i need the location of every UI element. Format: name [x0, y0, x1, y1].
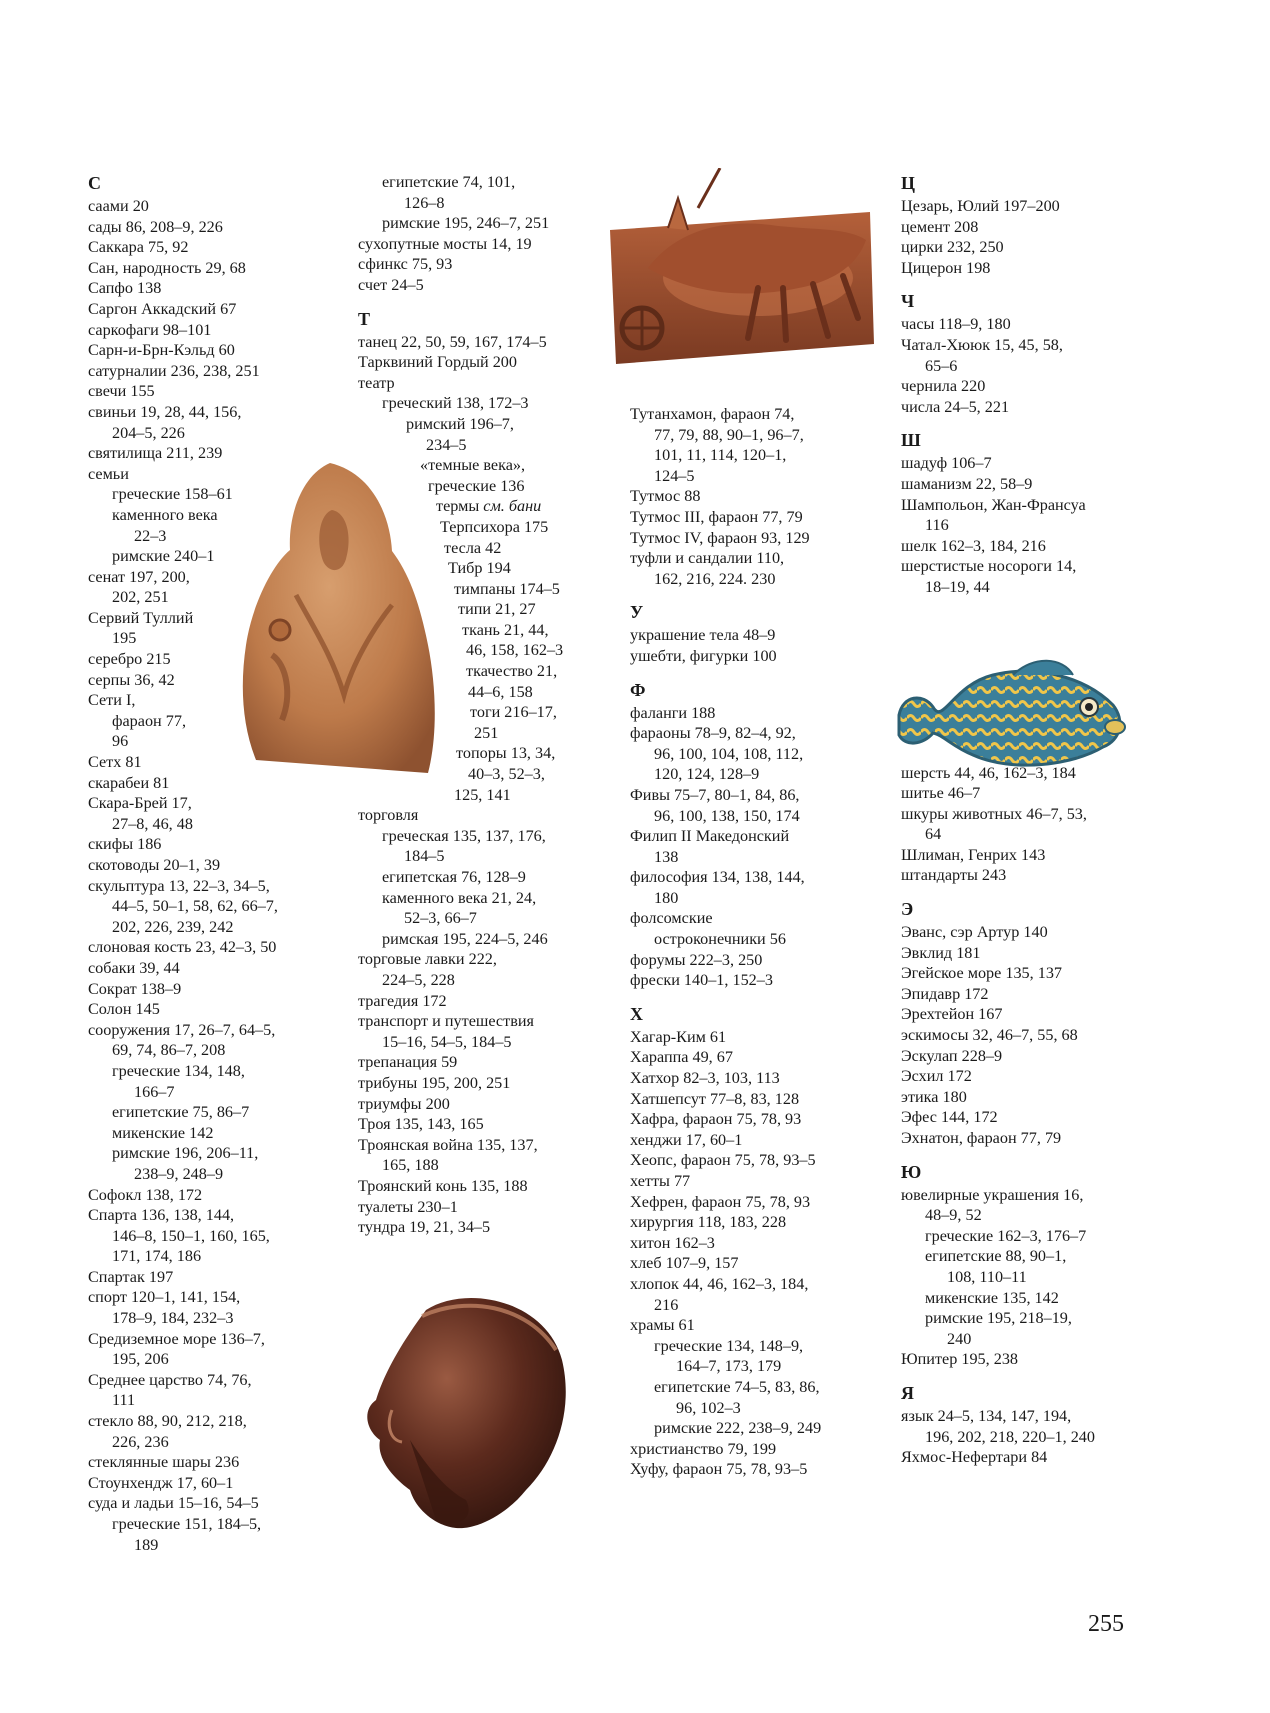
- index-entry: фолсомские: [630, 909, 713, 928]
- index-entry: 166–7: [134, 1082, 175, 1101]
- index-entry: фрески 140–1, 152–3: [630, 971, 773, 990]
- index-entry: Скара-Брей 17,: [88, 794, 192, 813]
- index-entry: штандарты 243: [901, 866, 1007, 885]
- letter-heading: Ц: [901, 173, 916, 193]
- index-entry: тоги 216–17,: [470, 703, 557, 722]
- index-entry: трепанация 59: [358, 1053, 458, 1072]
- index-entry: Софокл 138, 172: [88, 1185, 203, 1204]
- index-entry: тимпаны 174–5: [454, 579, 560, 598]
- index-entry: Солон 145: [88, 1000, 160, 1019]
- index-entry: 184–5: [404, 847, 445, 866]
- index-entry: суда и ладьи 15–16, 54–5: [88, 1494, 259, 1513]
- index-entry: стекло 88, 90, 212, 218,: [88, 1412, 247, 1431]
- index-entry: Хафра, фараон 75, 78, 93: [630, 1110, 802, 1129]
- index-entry: хитон 162–3: [630, 1233, 715, 1252]
- index-entry: 44–5, 50–1, 58, 62, 66–7,: [112, 897, 278, 916]
- letter-heading: Х: [630, 1003, 643, 1024]
- index-entry: 69, 74, 86–7, 208: [112, 1041, 226, 1060]
- index-entry: хирургия 118, 183, 228: [630, 1213, 787, 1232]
- index-entry: Хуфу, фараон 75, 78, 93–5: [630, 1460, 808, 1479]
- index-entry: хенджи 17, 60–1: [630, 1130, 743, 1149]
- index-entry: этика 180: [901, 1087, 967, 1106]
- index-entry: термы см. бани: [436, 497, 542, 516]
- index-entry: Юпитер 195, 238: [901, 1350, 1019, 1369]
- index-entry: 138: [654, 847, 679, 866]
- index-entry: 111: [112, 1391, 136, 1410]
- index-entry: 224–5, 228: [382, 970, 455, 989]
- index-entry: греческие 134, 148,: [112, 1061, 245, 1080]
- index-entry: Саккара 75, 92: [88, 238, 189, 257]
- index-column-3: [630, 404, 870, 1480]
- index-entry: 189: [134, 1535, 159, 1554]
- index-entry: Стоунхендж 17, 60–1: [88, 1473, 234, 1492]
- index-entry: 96: [112, 732, 129, 751]
- index-entry: Эрехтейон 167: [901, 1005, 1003, 1024]
- index-entry: сатурналии 236, 238, 251: [88, 361, 260, 380]
- index-entry: египетская 76, 128–9: [382, 868, 526, 886]
- index-entry: 44–6, 158: [468, 682, 533, 701]
- index-entry: римская 195, 224–5, 246: [382, 929, 548, 948]
- letter-heading: Ш: [901, 430, 921, 451]
- index-entry: Тибр 194: [448, 559, 511, 578]
- index-entry: Хагар-Ким 61: [630, 1027, 727, 1046]
- index-entry: ткачество 21,: [466, 662, 558, 681]
- index-column-4: [901, 172, 1141, 1468]
- index-entry: Сети I,: [88, 691, 136, 710]
- index-entry: Троянский конь 135, 188: [358, 1176, 528, 1195]
- index-entry: скотоводы 20–1, 39: [88, 856, 221, 874]
- index-entry: 48–9, 52: [925, 1206, 982, 1225]
- index-entry: шкуры животных 46–7, 53,: [901, 804, 1087, 823]
- index-entry: фараоны 78–9, 82–4, 92,: [630, 724, 796, 743]
- index-entry: римские 196, 206–11,: [112, 1144, 259, 1163]
- index-entry: Сапфо 138: [88, 279, 162, 298]
- index-entry: египетские 74–5, 83, 86,: [654, 1377, 820, 1396]
- index-entry: Эсхил 172: [901, 1067, 972, 1086]
- index-entry: стеклянные шары 236: [88, 1453, 240, 1472]
- index-entry: греческая 135, 137, 176,: [382, 826, 546, 845]
- index-entry: Саргон Аккадский 67: [88, 299, 237, 318]
- index-entry: серпы 36, 42: [88, 670, 175, 689]
- index-entry: 202, 226, 239, 242: [112, 917, 234, 936]
- index-entry: театр: [358, 373, 395, 392]
- index-entry: микенские 142: [112, 1123, 214, 1142]
- index-entry: 171, 174, 186: [112, 1247, 202, 1266]
- index-entry: сады 86, 208–9, 226: [88, 217, 223, 236]
- index-entry: Спартак 197: [88, 1267, 174, 1286]
- index-entry: святилища 211, 239: [88, 444, 223, 463]
- index-entry: Хатхор 82–3, 103, 113: [630, 1069, 780, 1088]
- letter-heading: Ф: [630, 679, 646, 700]
- index-entry: эскимосы 32, 46–7, 55, 68: [901, 1026, 1078, 1045]
- index-entry: греческие 162–3, 176–7: [925, 1226, 1087, 1245]
- index-entry: Тутмос 88: [630, 487, 701, 506]
- index-entry: 120, 124, 128–9: [654, 765, 760, 784]
- index-entry: туалеты 230–1: [358, 1197, 458, 1216]
- letter-heading: Т: [358, 308, 371, 329]
- index-entry: украшение тела 48–9: [630, 626, 776, 645]
- index-entry: Эфес 144, 172: [901, 1108, 998, 1127]
- index-entry: торговля: [358, 806, 419, 825]
- letter-heading: Ч: [901, 291, 915, 312]
- bronze-head-image: [356, 1290, 586, 1535]
- index-entry: туфли и сандалии 110,: [630, 549, 785, 568]
- index-entry: шерсть 44, 46, 162–3, 184: [901, 763, 1076, 782]
- index-entry: 162, 216, 224. 230: [654, 569, 776, 588]
- index-entry: Среднее царство 74, 76,: [88, 1370, 252, 1389]
- index-entry: римские 195, 246–7, 251: [382, 214, 550, 233]
- index-entry: сооружения 17, 26–7, 64–5,: [88, 1020, 276, 1039]
- index-entry: 234–5: [426, 435, 467, 454]
- index-entry: Троя 135, 143, 165: [358, 1115, 484, 1134]
- index-entry: 146–8, 150–1, 160, 165,: [112, 1226, 270, 1245]
- index-entry: Сервий Туллий: [88, 608, 194, 627]
- index-entry: 27–8, 46, 48: [112, 814, 193, 833]
- index-entry: сухопутные мосты 14, 19: [358, 234, 532, 253]
- index-entry: числа 24–5, 221: [901, 397, 1010, 416]
- index-entry: Фивы 75–7, 80–1, 84, 86,: [630, 785, 800, 804]
- index-entry: 204–5, 226: [112, 423, 185, 442]
- index-entry: 240: [947, 1329, 972, 1348]
- index-entry: типи 21, 27: [458, 600, 536, 619]
- index-entry: 52–3, 66–7: [404, 909, 477, 928]
- index-entry: Тарквиний Гордый 200: [358, 353, 517, 372]
- index-entry: 18–19, 44: [925, 577, 990, 596]
- chariot-relief-image: [608, 168, 878, 368]
- index-entry: ювелирные украшения 16,: [901, 1185, 1084, 1204]
- index-entry: Сарн-и-Брн-Кэльд 60: [88, 341, 235, 360]
- index-entry: 96, 100, 104, 108, 112,: [654, 744, 804, 763]
- index-entry: Спарта 136, 138, 144,: [88, 1206, 235, 1225]
- index-entry: спорт 120–1, 141, 154,: [88, 1288, 241, 1307]
- page-number: 255: [1088, 1611, 1124, 1637]
- index-entry: египетские 75, 86–7: [112, 1103, 250, 1122]
- index-entry: Эпидавр 172: [901, 984, 989, 1003]
- index-entry: шелк 162–3, 184, 216: [901, 536, 1046, 555]
- index-entry: Сан, народность 29, 68: [88, 258, 246, 277]
- index-entry: 216: [654, 1295, 679, 1314]
- index-entry: Хатшепсут 77–8, 83, 128: [630, 1089, 800, 1108]
- index-entry: трагедия 172: [358, 991, 447, 1010]
- index-entry: 125, 141: [454, 785, 511, 804]
- index-entry: каменного века 21, 24,: [382, 888, 537, 907]
- index-entry: микенские 135, 142: [925, 1288, 1059, 1307]
- index-entry: Эхнатон, фараон 77, 79: [901, 1129, 1062, 1147]
- index-entry: Чатал-Хююк 15, 45, 58,: [901, 335, 1063, 354]
- index-entry: фаланги 188: [630, 703, 716, 722]
- index-entry: слоновая кость 23, 42–3, 50: [88, 938, 277, 957]
- index-entry: 96, 102–3: [676, 1398, 741, 1417]
- index-entry: 238–9, 248–9: [134, 1164, 224, 1183]
- index-entry: 96, 100, 138, 150, 174: [654, 806, 800, 825]
- letter-heading: Я: [901, 1382, 914, 1403]
- index-entry: тундра 19, 21, 34–5: [358, 1218, 491, 1237]
- index-column-1: [88, 172, 328, 1555]
- index-entry: танец 22, 50, 59, 167, 174–5: [358, 332, 547, 351]
- index-entry: греческие 158–61: [112, 485, 233, 504]
- index-entry: свечи 155: [88, 382, 155, 401]
- index-entry: триумфы 200: [358, 1094, 450, 1113]
- index-entry: Цезарь, Юлий 197–200: [901, 197, 1060, 215]
- index-entry: саами 20: [88, 197, 149, 215]
- index-entry: язык 24–5, 134, 147, 194,: [901, 1406, 1072, 1425]
- index-entry: скарабеи 81: [88, 773, 170, 792]
- index-entry: собаки 39, 44: [88, 958, 180, 977]
- index-entry: хлопок 44, 46, 162–3, 184,: [630, 1274, 809, 1293]
- index-entry: свиньи 19, 28, 44, 156,: [88, 402, 242, 421]
- index-entry: 195: [112, 629, 137, 648]
- index-entry: чернила 220: [901, 377, 986, 396]
- index-entry: саркофаги 98–101: [88, 320, 212, 339]
- index-entry: 116: [925, 516, 949, 535]
- glass-fish-image: [893, 655, 1133, 785]
- index-entry: 178–9, 184, 232–3: [112, 1309, 234, 1328]
- index-entry: скифы 186: [88, 835, 162, 854]
- index-entry: сфинкс 75, 93: [358, 255, 453, 274]
- index-entry: каменного века: [112, 505, 218, 524]
- index-entry: топоры 13, 34,: [456, 744, 556, 763]
- index-entry: христианство 79, 199: [630, 1439, 777, 1458]
- letter-heading: Э: [901, 899, 914, 920]
- index-entry: остроконечники 56: [654, 930, 786, 949]
- index-entry: Эвклид 181: [901, 943, 981, 962]
- index-entry: Хеопс, фараон 75, 78, 93–5: [630, 1151, 816, 1170]
- index-entry: храмы 61: [630, 1316, 695, 1335]
- index-entry: греческий 138, 172–3: [382, 394, 529, 413]
- index-entry: «темные века»,: [420, 456, 526, 475]
- index-entry: Тутмос III, фараон 77, 79: [630, 507, 803, 526]
- index-entry: 40–3, 52–3,: [468, 765, 545, 784]
- index-entry: 22–3: [134, 526, 167, 545]
- index-entry: римские 240–1: [112, 547, 215, 566]
- index-entry: Сократ 138–9: [88, 979, 182, 998]
- index-entry: 226, 236: [112, 1432, 169, 1451]
- index-entry: сенат 197, 200,: [88, 567, 190, 586]
- index-entry: 46, 158, 162–3: [466, 641, 564, 660]
- index-entry: часы 118–9, 180: [901, 315, 1011, 334]
- index-entry: 126–8: [404, 193, 445, 212]
- index-entry: 180: [654, 888, 679, 907]
- index-entry: счет 24–5: [358, 275, 424, 294]
- index-entry: 101, 11, 114, 120–1,: [654, 446, 787, 465]
- index-entry: философия 134, 138, 144,: [630, 868, 805, 887]
- index-entry: Шампольон, Жан-Франсуа: [901, 495, 1086, 514]
- letter-heading: У: [630, 602, 644, 623]
- index-entry: Средиземное море 136–7,: [88, 1329, 265, 1348]
- index-entry: шерстистые носороги 14,: [901, 557, 1077, 576]
- index-entry: Эванс, сэр Артур 140: [901, 923, 1048, 942]
- index-entry: 251: [474, 723, 499, 742]
- index-entry: греческие 151, 184–5,: [112, 1515, 262, 1533]
- index-entry: греческие 134, 148–9,: [654, 1336, 804, 1355]
- index-entry: цирки 232, 250: [901, 238, 1004, 257]
- index-entry: 164–7, 173, 179: [676, 1357, 782, 1376]
- index-entry: 165, 188: [382, 1156, 439, 1175]
- index-entry: скульптура 13, 22–3, 34–5,: [88, 876, 270, 895]
- index-entry: фараон 77,: [112, 711, 186, 730]
- index-entry: Тутанхамон, фараон 74,: [630, 405, 795, 423]
- index-entry: ткань 21, 44,: [462, 620, 549, 639]
- index-entry: цемент 208: [901, 217, 979, 236]
- index-entry: Тутмос IV, фараон 93, 129: [630, 528, 810, 547]
- terracotta-figurine-image: [232, 455, 452, 785]
- index-entry: 195, 206: [112, 1350, 169, 1369]
- index-entry: египетские 74, 101,: [382, 173, 516, 191]
- index-entry: семьи: [88, 464, 129, 483]
- index-entry: шитье 46–7: [901, 784, 981, 803]
- index-entry: Эгейское море 135, 137: [901, 964, 1063, 983]
- index-entry: Сетх 81: [88, 753, 142, 772]
- index-entry: Филип II Македонский: [630, 827, 790, 846]
- index-entry: 202, 251: [112, 588, 169, 607]
- index-entry: римский 196–7,: [406, 414, 514, 433]
- index-entry: ушебти, фигурки 100: [630, 646, 777, 665]
- index-entry: Терпсихора 175: [440, 517, 549, 536]
- index-entry: хетты 77: [630, 1172, 691, 1190]
- index-entry: шадуф 106–7: [901, 454, 992, 473]
- index-entry: 108, 110–11: [947, 1267, 1027, 1286]
- index-entry: шаманизм 22, 58–9: [901, 474, 1033, 493]
- index-entry: форумы 222–3, 250: [630, 950, 763, 969]
- index-entry: 15–16, 54–5, 184–5: [382, 1032, 512, 1051]
- index-entry: Цицерон 198: [901, 258, 991, 277]
- index-entry: трибуны 195, 200, 251: [358, 1073, 511, 1092]
- index-entry: Яхмос-Нефертари 84: [901, 1448, 1048, 1467]
- index-entry: транспорт и путешествия: [358, 1012, 534, 1031]
- index-entry: 77, 79, 88, 90–1, 96–7,: [654, 425, 804, 444]
- letter-heading: С: [88, 173, 101, 193]
- index-entry: греческие 136: [428, 476, 525, 495]
- index-entry: римские 222, 238–9, 249: [654, 1419, 822, 1438]
- index-entry: 65–6: [925, 356, 958, 375]
- index-entry: римские 195, 218–19,: [925, 1309, 1072, 1328]
- index-entry: Эскулап 228–9: [901, 1046, 1003, 1065]
- index-entry: Хараппа 49, 67: [630, 1048, 733, 1067]
- index-entry: Троянская война 135, 137,: [358, 1135, 538, 1154]
- index-entry: серебро 215: [88, 650, 171, 669]
- index-entry: тесла 42: [444, 538, 502, 557]
- index-entry: торговые лавки 222,: [358, 950, 497, 969]
- index-entry: Хефрен, фараон 75, 78, 93: [630, 1192, 811, 1211]
- index-entry: 196, 202, 218, 220–1, 240: [925, 1427, 1095, 1446]
- index-entry: Шлиман, Генрих 143: [901, 845, 1046, 864]
- index-entry: 64: [925, 825, 942, 844]
- index-entry: египетские 88, 90–1,: [925, 1247, 1067, 1266]
- index-entry: хлеб 107–9, 157: [630, 1254, 739, 1273]
- index-entry: 124–5: [654, 466, 695, 485]
- letter-heading: Ю: [901, 1161, 922, 1182]
